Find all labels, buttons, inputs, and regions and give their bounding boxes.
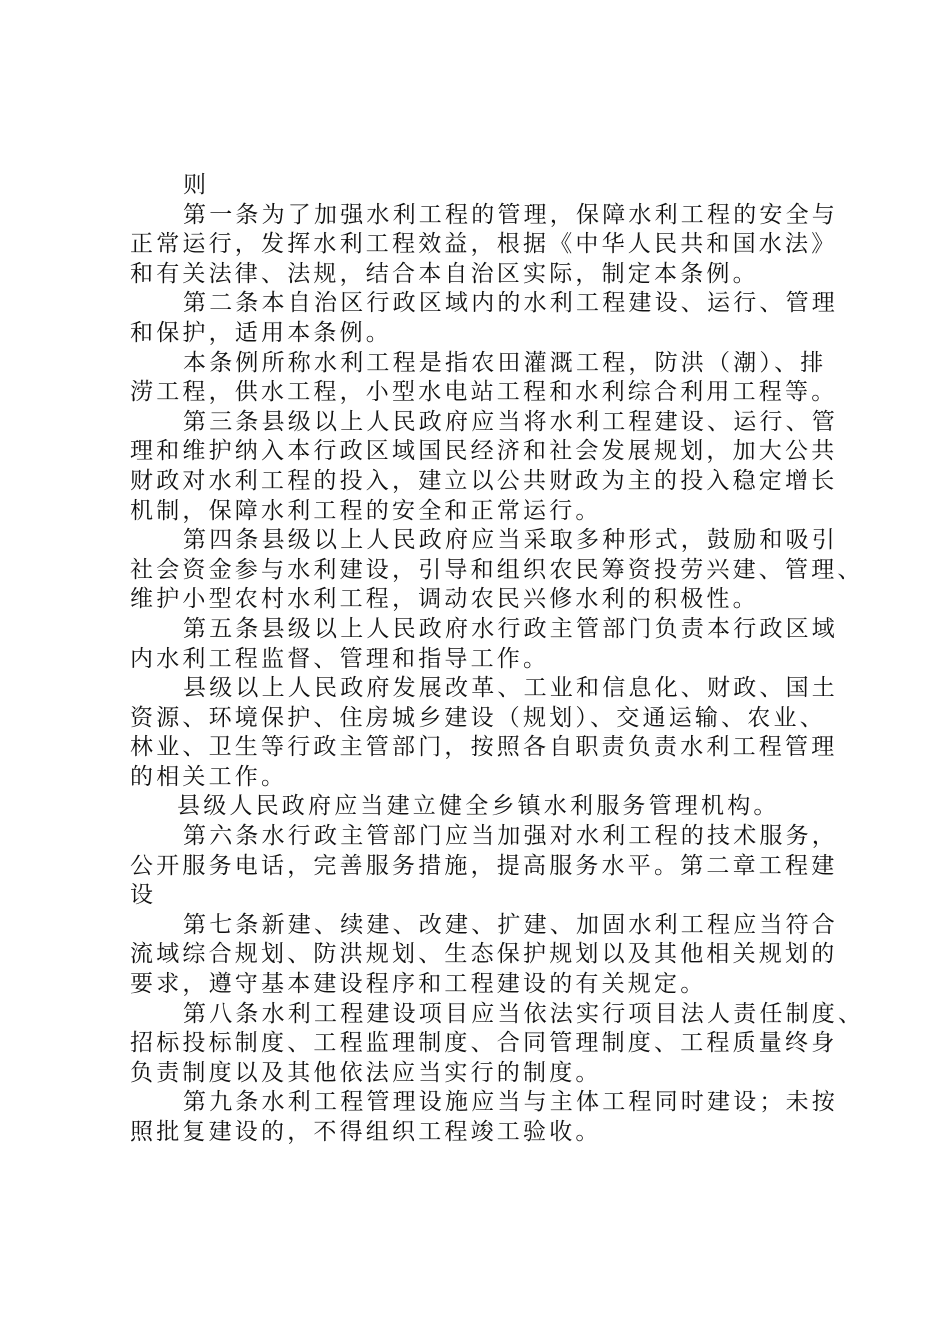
- text-line: 涝工程，供水工程，小型水电站工程和水利综合利用工程等。: [130, 379, 838, 406]
- text-line: 第六条水行政主管部门应当加强对水利工程的技术服务，: [183, 823, 838, 850]
- text-line: 内水利工程监督、管理和指导工作。: [130, 645, 550, 672]
- text-line: 理和维护纳入本行政区域国民经济和社会发展规划，加大公共: [130, 438, 838, 465]
- text-line: 第五条县级以上人民政府水行政主管部门负责本行政区域: [183, 615, 838, 642]
- text-line: 和有关法律、法规，结合本自治区实际，制定本条例。: [130, 260, 759, 287]
- text-line: 第七条新建、续建、改建、扩建、加固水利工程应当符合: [183, 911, 838, 938]
- text-line: 第一条为了加强水利工程的管理，保障水利工程的安全与: [183, 201, 838, 228]
- text-line: 县级以上人民政府发展改革、工业和信息化、财政、国土: [183, 675, 838, 702]
- text-line: 第三条县级以上人民政府应当将水利工程建设、运行、管: [183, 408, 838, 435]
- text-line: 县级人民政府应当建立健全乡镇水利服务管理机构。: [177, 793, 780, 820]
- text-line: 招标投标制度、工程监理制度、合同管理制度、工程质量终身: [130, 1030, 838, 1057]
- text-line: 则: [183, 172, 210, 198]
- text-line: 维护小型农村水利工程，调动农民兴修水利的积极性。: [130, 586, 759, 613]
- text-line: 财政对水利工程的投入，建立以公共财政为主的投入稳定增长: [130, 467, 838, 494]
- text-line: 第八条水利工程建设项目应当依法实行项目法人责任制度、: [183, 1000, 865, 1027]
- text-line: 照批复建设的，不得组织工程竣工验收。: [130, 1119, 602, 1145]
- text-line: 社会资金参与水利建设，引导和组织农民筹资投劳兴建、管理、: [130, 556, 864, 583]
- text-line: 和保护，适用本条例。: [130, 319, 392, 346]
- text-line: 要求，遵守基本建设程序和工程建设的有关规定。: [130, 971, 707, 998]
- text-line: 负责制度以及其他依法应当实行的制度。: [130, 1059, 602, 1086]
- text-line: 公开服务电话，完善服务措施，提高服务水平。第二章工程建: [130, 852, 838, 879]
- text-line: 正常运行，发挥水利工程效益，根据《中华人民共和国水法》: [130, 231, 838, 258]
- text-line: 本条例所称水利工程是指农田灌溉工程，防洪（潮）、排: [183, 349, 827, 376]
- document-body: [130, 171, 865, 1148]
- text-line: 第九条水利工程管理设施应当与主体工程同时建设；未按: [183, 1089, 838, 1116]
- text-line: 林业、卫生等行政主管部门，按照各自职责负责水利工程管理: [130, 734, 838, 761]
- text-line: 的相关工作。: [130, 763, 288, 790]
- text-line: 第二条本自治区行政区域内的水利工程建设、运行、管理: [183, 290, 838, 317]
- text-line: 机制，保障水利工程的安全和正常运行。: [130, 497, 602, 524]
- text-line: 设: [130, 882, 157, 909]
- text-line: 资源、环境保护、住房城乡建设（规划）、交通运输、农业、: [130, 704, 826, 731]
- text-line: 第四条县级以上人民政府应当采取多种形式，鼓励和吸引: [183, 527, 838, 554]
- text-line: 流域综合规划、防洪规划、生态保护规划以及其他相关规划的: [130, 941, 838, 968]
